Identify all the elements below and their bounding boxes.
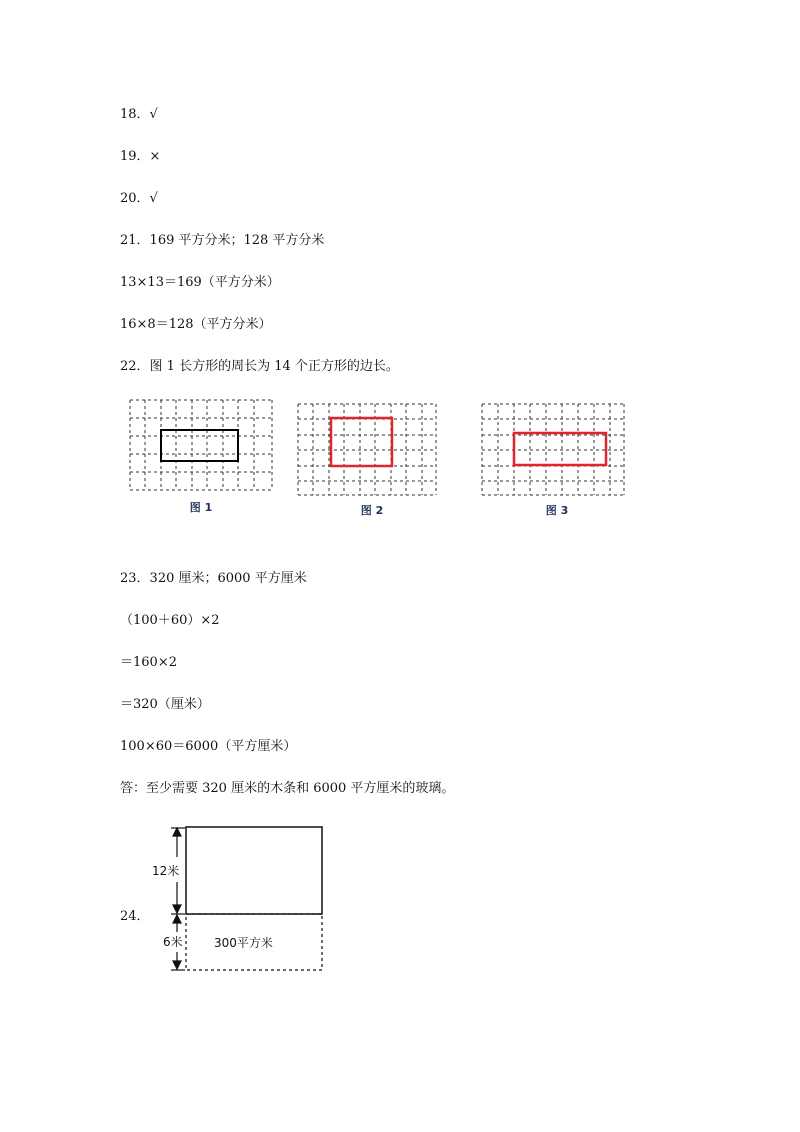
figure-24-diagram [165, 818, 335, 978]
answer-21-heading: 21．169 平方分米；128 平方分米 [120, 233, 325, 248]
answer-23-conclusion: 答：至少需要 320 厘米的木条和 6000 平方厘米的玻璃。 [120, 781, 455, 796]
figure-3-rectangle [514, 433, 606, 465]
figure-24-height-label-6: 6米 [163, 935, 183, 949]
answer-23-line3: ＝320（厘米） [120, 697, 210, 712]
figure-2-rectangle [331, 418, 392, 466]
answer-18: 18．√ [120, 107, 158, 122]
answer-19: 19．× [120, 149, 161, 164]
figure-24-area-label: 300平方米 [214, 936, 273, 950]
answer-23-line4: 100×60＝6000（平方厘米） [120, 739, 297, 754]
answer-23-line2: ＝160×2 [120, 655, 177, 670]
answer-22-heading: 22．图 1 长方形的周长为 14 个正方形的边长。 [120, 359, 399, 374]
answer-21-line2: 16×8＝128（平方分米） [120, 317, 272, 332]
figure-1-caption: 图 1 [189, 501, 213, 514]
figure-1-grid [128, 398, 274, 494]
answer-24-number: 24． [120, 909, 150, 924]
figure-3-caption: 图 3 [545, 504, 569, 517]
answer-20: 20．√ [120, 191, 158, 206]
figure-2-caption: 图 2 [360, 504, 384, 517]
figure-2-grid [296, 402, 438, 498]
figure-24-height-label-12: 12米 [152, 864, 180, 878]
figure-1-rectangle [161, 430, 238, 461]
answer-23-heading: 23．320 厘米；6000 平方厘米 [120, 571, 307, 586]
figure-24-solid-rectangle [186, 827, 322, 914]
answer-21-line1: 13×13＝169（平方分米） [120, 275, 280, 290]
figure-3-grid [480, 402, 626, 498]
answer-23-line1: （100＋60）×2 [120, 613, 220, 628]
